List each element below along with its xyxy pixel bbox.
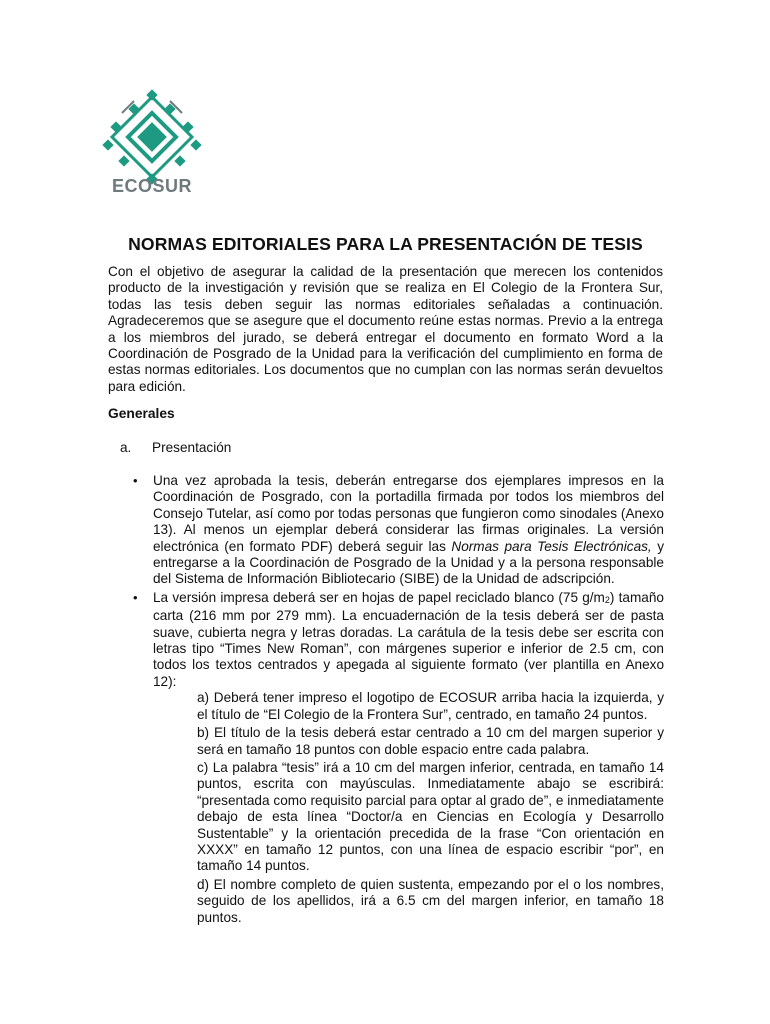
bullet2-subscript: 2: [604, 594, 610, 605]
cover-rule-a: a) Deberá tener impreso el logotipo de ECOSUR arriba hacia la izquierda, y el título de “El Colegio de la Frontera Sur”, centrado, en tamaño 24 puntos.: [197, 690, 664, 722]
list-item: [120, 590, 664, 926]
bullet-list: [120, 473, 664, 926]
cover-rule-d: d) El nombre completo de quien sustenta, empezando por el o los nombres, seguido de los apellidos, irá a 6.5 cm del margen inferior, en tamaño 18 puntos.: [197, 876, 664, 925]
document-title: NORMAS EDITORIALES PARA LA PRESENTACIÓN DE TESIS: [128, 234, 643, 254]
list-item: [197, 760, 664, 875]
intro-paragraph: Con el objetivo de asegurar la calidad de la presentación que merecen los contenidos producto de la investigación y revisión que se realiza en El Colegio de la Frontera Sur, todas las tesis deben seguir las normas editoriales señaladas a continuación. Agradeceremos que se asegure que el documento reúne estas normas. Previo a la entrega a los miembros del jurado, se deberá entregar el documento en formato Word a la Coordinación de Posgrado de la Unidad para la verificación del cumplimiento en forma de estas normas editoriales. Los documentos que no cumplan con las normas serán devueltos para edición.: [108, 264, 663, 394]
list-item: [197, 690, 664, 723]
list-item: [120, 473, 664, 588]
list-item: [197, 725, 664, 758]
subsection-heading: [120, 440, 231, 455]
list-item: [197, 877, 664, 926]
cover-rule-c: c) La palabra “tesis” irá a 10 cm del margen inferior, centrada, en tamaño 14 puntos, escrita con mayúsculas. Inmediatamente abajo se escribirá: “presentada como requisito parcial para optar al grado de”, e inmediatamente debajo de esta línea “Doctor/a en Ciencias en Ecología y Desarrollo Sustentable” y la orientación precedida de la frase “Con orientación en XXXX” en tamaño 12 puntos, con una línea de espacio escribir “por”, en tamaño 14 puntos.: [197, 759, 664, 874]
bullet1-text-b: y entregarse a la Coordinación de Posgrado de la Unidad y a la persona responsable del Sistema de Información Bibliotecario (SIBE) de la Unidad de adscripción.: [153, 538, 664, 587]
cover-format-list: [197, 690, 664, 926]
subsection-label: a.: [120, 440, 132, 455]
bullet-icon: •: [133, 589, 138, 605]
bullet2-text-b: ) tamaño carta (216 mm por 279 mm). La encuadernación de la tesis deberá ser de pasta suave, cubierta negra y letras doradas. La carátula de la tesis debe ser escrita con letras tipo “Times New Roman”, con márgenes superior e inferior de 2.5 cm, con todos los textos centrados y apegada al siguiente formato (ver plantilla en Anexo 12):: [153, 589, 664, 689]
logo-wordmark: ECOSUR: [111, 176, 192, 196]
bullet1-text-a: Una vez aprobada la tesis, deberán entregarse dos ejemplares impresos en la Coordinación de Posgrado, con la portadilla firmada por todos los miembros del Consejo Tutelar, así como por todas personas que fungieron como sinodales (Anexo 13). Al menos un ejemplar deberá considerar las firmas originales. La versión electrónica (en formato PDF) deberá seguir las: [153, 473, 664, 554]
section-heading: Generales: [108, 406, 175, 421]
cover-rule-b: b) El título de la tesis deberá estar centrado a 10 cm del margen superior y será en tamaño 18 puntos con doble espacio entre cada palabra.: [197, 725, 664, 757]
bullet1-italic: Normas para Tesis Electrónicas,: [451, 538, 652, 554]
bullet2-text-a: La versión impresa deberá ser en hojas de papel reciclado blanco (75 g/m: [153, 589, 605, 605]
subsection-text: Presentación: [152, 440, 232, 455]
bullet-icon: •: [133, 473, 138, 488]
